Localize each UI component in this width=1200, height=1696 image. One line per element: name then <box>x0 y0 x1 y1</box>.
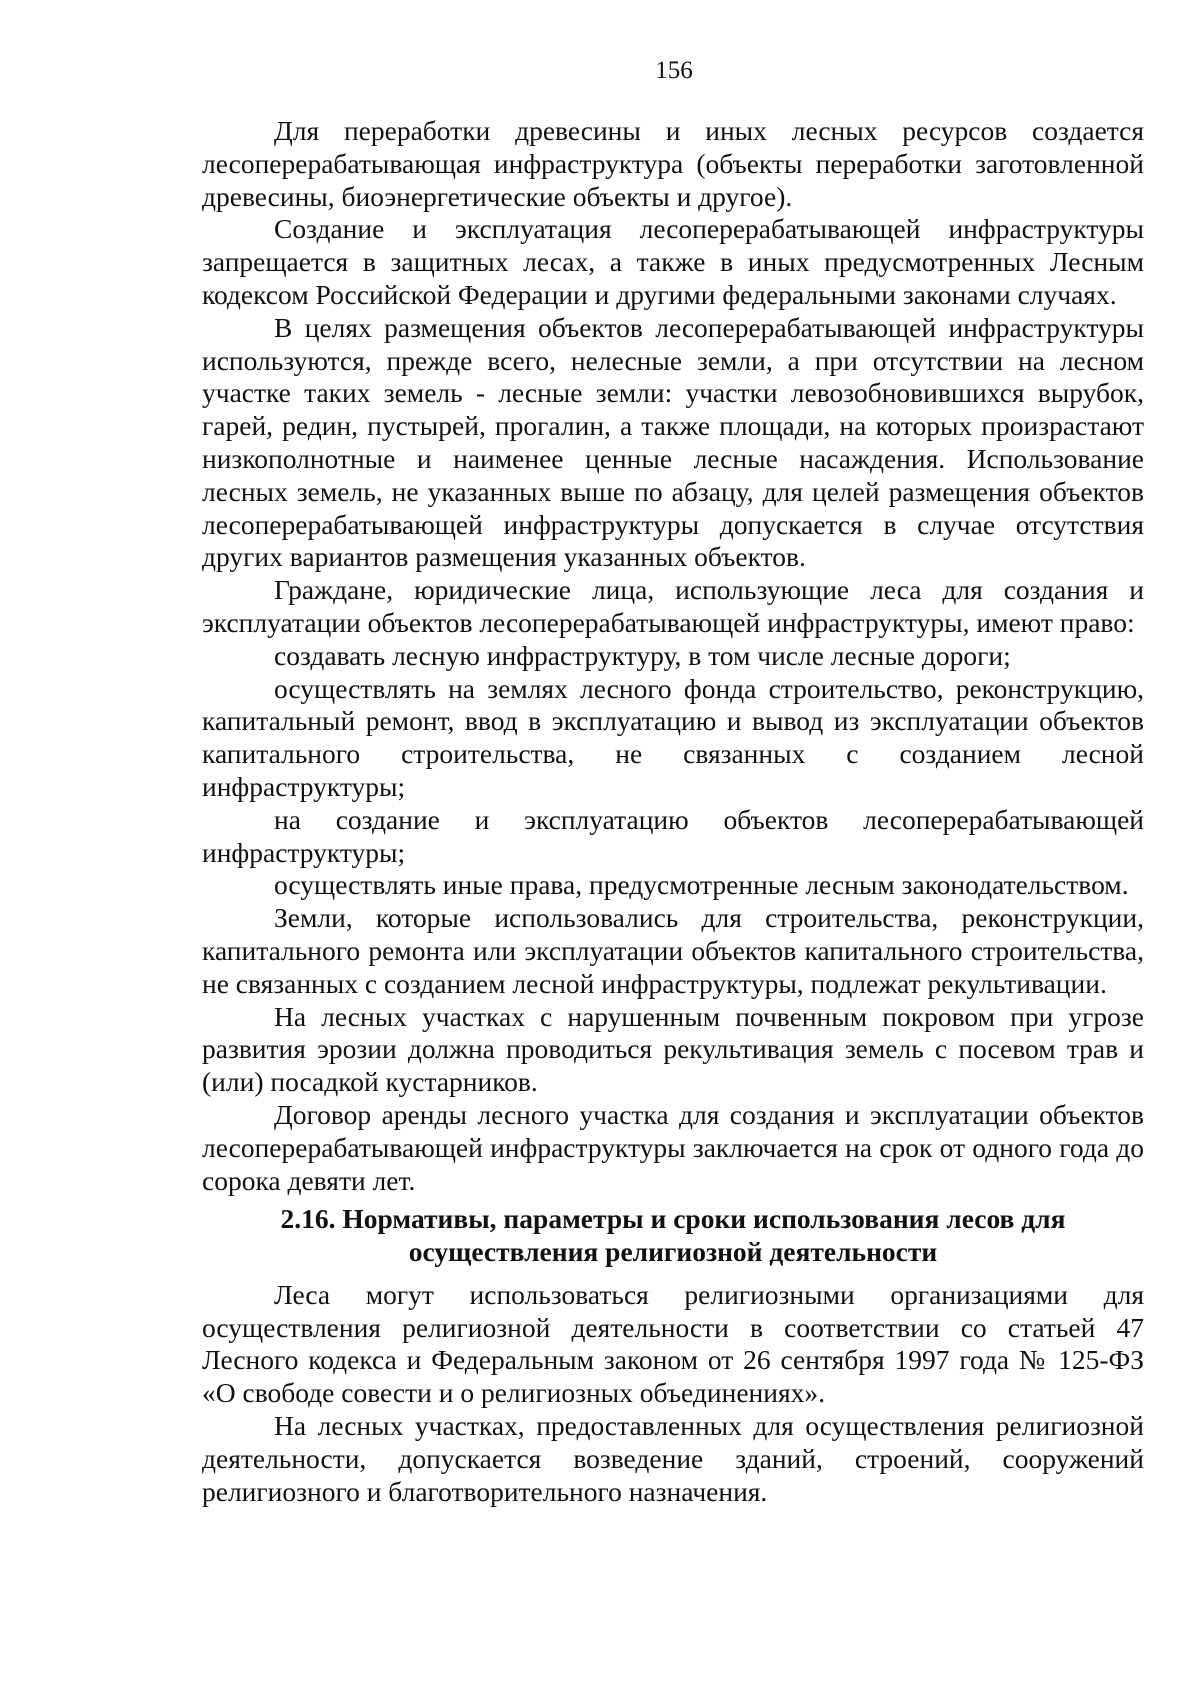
list-item-processing-infrastructure: на создание и эксплуатацию объектов лесоперерабатывающей инфраструктуры; <box>202 803 1144 868</box>
paragraph-erosion: На лесных участках с нарушенным почвенным покровом при угрозе развития эрозии должна проводиться рекультивация земель с посевом трав и (или) посадкой кустарников. <box>202 1000 1144 1098</box>
paragraph-placement-lands: В целях размещения объектов лесоперерабатывающей инфраструктуры используются, прежде всего, нелесные земли, а при отсутствии на лесном участке таких земель - лесные земли: участки левозобновившихся вырубок, гарей, редин, пустырей, прогалин, а также площади, на которых произрастают низкополнотные и наименее ценные лесные насаждения. Использование лесных земель, не указанных выше по абзацу, для целей размещения объектов лесоперерабатывающей инфраструктуры допускается в случае отсутствия других вариантов размещения указанных объектов. <box>202 311 1144 573</box>
list-item-capital-construction: осуществлять на землях лесного фонда строительство, реконструкцию, капитальный ремонт, ввод в эксплуатацию и вывод из эксплуатации объектов капитального строительства, не связанных с созданием лесной инфраструктуры; <box>202 672 1144 802</box>
paragraph-rights-intro: Граждане, юридические лица, использующие леса для создания и эксплуатации объектов лесоперерабатывающей инфраструктуры, имеют право: <box>202 574 1144 638</box>
list-item-other-rights: осуществлять иные права, предусмотренные лесным законодательством. <box>274 869 1129 901</box>
paragraph-religious-use: Леса могут использоваться религиозными организациями для осуществления религиозной деятельности в соответствии со статьей 47 Лесного кодекса и Федеральным законом от 26 сентября 1997 года № 125-ФЗ «О свободе совести и о религиозных объединениях». <box>202 1278 1144 1409</box>
list-item-forest-infrastructure: создавать лесную инфраструктуру, в том числе лесные дороги; <box>274 639 1011 671</box>
paragraph-religious-buildings: На лесных участках, предоставленных для осуществления религиозной деятельности, допускается возведение зданий, строений, сооружений религиозного и благотворительного назначения. <box>202 1410 1144 1507</box>
paragraph-protective-forests-ban: Создание и эксплуатация лесоперерабатывающей инфраструктуры запрещается в защитных лесах, а также в иных предусмотренных Лесным кодексом Российской Федерации и другими федеральными законами случаях. <box>202 213 1144 310</box>
page-number: 156 <box>655 57 693 84</box>
paragraph-wood-processing: Для переработки древесины и иных лесных ресурсов создается лесоперерабатывающая инфраструктура (объекты переработки заготовленной древесины, биоэнергетические объекты и другое). <box>202 115 1144 212</box>
section-heading <box>202 1203 1144 1269</box>
page-body <box>202 115 1144 1508</box>
section-heading-line-1: 2.16. Нормативы, параметры и сроки использования лесов для <box>280 1203 1066 1235</box>
paragraph-lease-term: Договор аренды лесного участка для создания и эксплуатации объектов лесоперерабатывающей инфраструктуры заключается на срок от одного года до сорока девяти лет. <box>202 1098 1144 1196</box>
paragraph-recultivation: Земли, которые использовались для строительства, реконструкции, капитального ремонта или эксплуатации объектов капитального строительства, не связанных с созданием лесной инфраструктуры, подлежат рекультивации. <box>202 902 1144 999</box>
section-heading-line-2: осуществления религиозной деятельности <box>408 1236 938 1268</box>
